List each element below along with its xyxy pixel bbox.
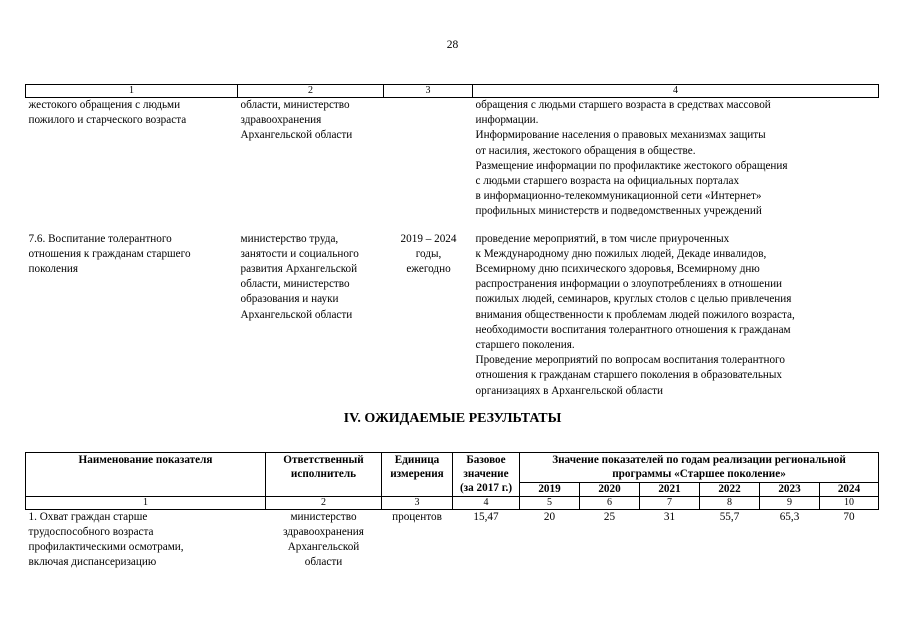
text-line: с людьми старшего возраста на официальных порталах <box>475 175 740 188</box>
column-number: 5 <box>520 496 580 509</box>
column-number: 4 <box>473 85 879 98</box>
header-text: Единица <box>394 454 440 466</box>
text-line: области, министерство <box>240 278 350 291</box>
text-line: Информирование населения о правовых механизмах защиты <box>475 129 766 142</box>
header-indicator <box>26 453 266 497</box>
text-line: области <box>304 556 343 569</box>
period-cell <box>384 98 473 220</box>
column-numbers-row <box>26 85 879 98</box>
year-header: 2019 <box>520 482 580 496</box>
header-text: исполнитель <box>290 468 357 481</box>
text-line: поколения <box>28 263 79 276</box>
text-line: отношения к гражданам старшего <box>28 247 191 260</box>
value-cell: 65,3 <box>779 510 800 523</box>
text-line: трудоспособного возраста <box>28 525 154 538</box>
text-line: здравоохранения <box>283 525 364 538</box>
header-unit <box>382 453 453 497</box>
header-values-group <box>520 453 879 483</box>
header-base <box>453 453 520 497</box>
value-cell: 25 <box>603 510 616 523</box>
text-line: 2019 – 2024 <box>400 232 457 245</box>
executor-cell <box>238 220 384 399</box>
activity-name-cell <box>26 220 238 399</box>
column-numbers-row <box>26 496 879 509</box>
header-row <box>26 453 879 483</box>
header-text: измерения <box>390 468 444 481</box>
expected-results-table <box>25 452 879 570</box>
year-header: 2022 <box>700 482 760 496</box>
text-line: жестокого обращения с людьми <box>28 99 181 111</box>
header-executor <box>266 453 382 497</box>
column-number: 6 <box>580 496 640 509</box>
description-cell <box>473 98 879 220</box>
text-line: распространения информации о злоупотреблениях в отношении <box>475 278 783 291</box>
text-line: Размещение информации по профилактике жестокого обращения <box>475 159 788 172</box>
text-line: внимания общественности к проблемам людей пожилого возраста, <box>475 308 795 321</box>
text-line: области, министерство <box>240 99 350 111</box>
header-text: Базовое <box>466 454 506 466</box>
page-number: 28 <box>446 39 459 51</box>
text-line: профильных министерств и подведомственных учреждений <box>475 205 762 218</box>
text-line: образования и науки <box>240 293 339 306</box>
text-line: министерство труда, <box>240 232 339 245</box>
year-header: 2024 <box>820 482 879 496</box>
year-header: 2021 <box>640 482 700 496</box>
activity-name-cell <box>26 98 238 220</box>
indicator-cell <box>26 509 266 570</box>
text-line: проведение мероприятий, в том числе приуроченных <box>475 232 730 245</box>
text-line: развития Архангельской <box>240 263 358 276</box>
text-line: пожилых людей, семинаров, круглых столов с целью привлечения <box>475 293 792 306</box>
text-line: от насилия, жестокого обращения в обществе. <box>475 144 696 157</box>
text-line: к Международному дню пожилых людей, Декаде инвалидов, <box>475 247 767 260</box>
text-line: годы, <box>415 247 442 260</box>
text-line: профилактическими осмотрами, <box>28 541 184 554</box>
header-text: Ответственный <box>283 454 364 466</box>
header-text: программы «Старшее поколение» <box>612 468 786 481</box>
column-number: 10 <box>820 496 879 509</box>
text-line: информации. <box>475 114 539 127</box>
text-line: занятости и социального <box>240 247 359 260</box>
value-cell: 20 <box>543 510 556 523</box>
column-number: 8 <box>700 496 760 509</box>
text-line: отношения к гражданам старшего поколения в образовательных <box>475 369 783 382</box>
text-line: организациях в Архангельской области <box>475 384 663 397</box>
column-number: 2 <box>266 496 382 509</box>
column-number: 7 <box>640 496 700 509</box>
text-line: Проведение мероприятий по вопросам воспитания толерантного <box>475 354 785 367</box>
text-line: в информационно-телекоммуникационной сети «Интернет» <box>475 190 762 203</box>
year-header: 2023 <box>760 482 820 496</box>
text-line: старшего поколения. <box>475 339 575 352</box>
column-number: 9 <box>760 496 820 509</box>
value-cell: 31 <box>663 510 676 523</box>
value-cell: 55,7 <box>719 510 740 523</box>
header-text: (за 2017 г.) <box>459 482 513 495</box>
column-number: 2 <box>238 85 384 98</box>
executor-cell <box>238 98 384 220</box>
text-line: Архангельской области <box>240 129 353 142</box>
header-text: Наименование показателя <box>78 454 213 466</box>
text-line: включая диспансеризацию <box>28 556 157 569</box>
column-number: 4 <box>453 496 520 509</box>
period-cell <box>384 220 473 399</box>
year-header: 2020 <box>580 482 640 496</box>
base-value-cell: 15,47 <box>473 510 499 523</box>
column-number: 1 <box>26 85 238 98</box>
unit-cell: процентов <box>392 510 442 523</box>
text-line: обращения с людьми старшего возраста в средствах массовой <box>475 99 771 111</box>
text-line: ежегодно <box>406 263 451 276</box>
text-line: 1. Охват граждан старше <box>28 510 148 523</box>
activities-table <box>25 84 879 399</box>
column-number: 1 <box>26 496 266 509</box>
text-line: 7.6. Воспитание толерантного <box>28 232 172 245</box>
text-line: необходимости воспитания толерантного отношения к гражданам <box>475 323 791 336</box>
table-row <box>26 509 879 570</box>
text-line: Архангельской <box>287 541 360 554</box>
text-line: здравоохранения <box>240 114 322 127</box>
text-line: Всемирному дню психического здоровья, Всемирному дню <box>475 263 760 276</box>
column-number: 3 <box>384 85 473 98</box>
text-line: министерство <box>290 510 357 523</box>
header-text: Значение показателей по годам реализации региональной <box>552 454 846 466</box>
column-number: 3 <box>382 496 453 509</box>
header-text: значение <box>463 468 509 481</box>
text-line: Архангельской области <box>240 308 353 321</box>
executor-cell <box>266 509 382 570</box>
text-line: пожилого и старческого возраста <box>28 114 187 127</box>
description-cell <box>473 220 879 399</box>
table-row <box>26 220 879 399</box>
section-heading: IV. ОЖИДАЕМЫЕ РЕЗУЛЬТАТЫ <box>343 411 562 426</box>
table-row <box>26 98 879 220</box>
value-cell: 70 <box>843 510 855 523</box>
